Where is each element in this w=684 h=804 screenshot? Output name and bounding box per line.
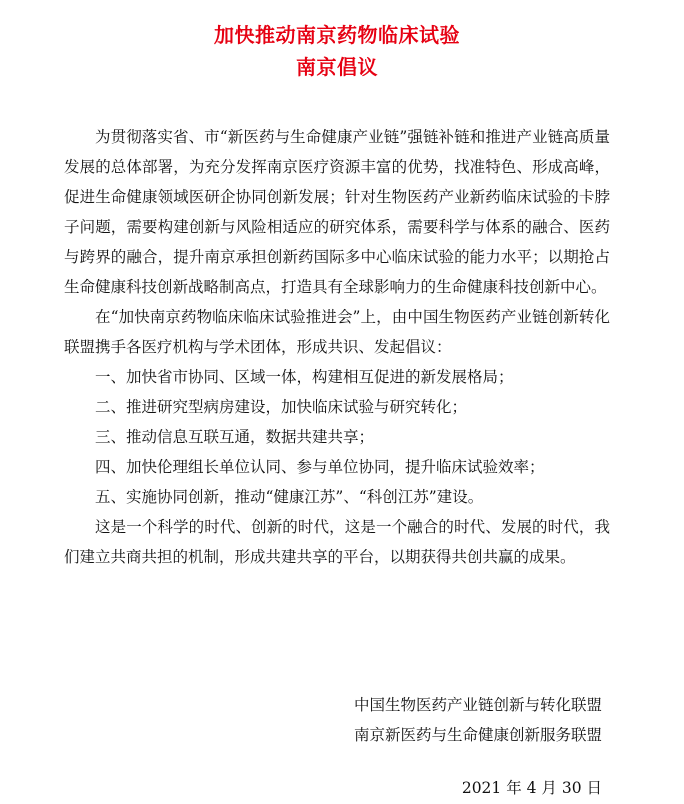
document-title: 加快推动南京药物临床试验 [214,23,460,47]
signatory: 南京新医药与生命健康创新服务联盟 [353,726,602,744]
list-item: 三、推动信息互联互通，数据共建共享； [95,428,375,446]
document-subtitle: 南京倡议 [296,55,378,79]
document-date: 2021 年 4 月 30 日 [461,779,602,797]
paragraph-intro: 为贯彻落实省、市“新医药与生命健康产业链”强链补链和推进产业链高质量发展的总体部署，为充分发挥南京医疗资源丰富的优势，找准特色、形成高峰，促进生命健康领域医研企协同创新发展；针对生物医药产业新药临床试验的卡脖子问题，需要构建创新与风险相适应的研究体系，需要科学与体系的融合、医药与跨界的融合，提升南京承担创新药国际多中心临床试验的能力水平；以期抢占生命健康科技创新战略制高点，打造具有全球影响力的生命健康科技创新中心。 [64,128,610,296]
list-item: 一、加快省市协同、区域一体，构建相互促进的新发展格局； [95,368,514,386]
document-body [64,122,610,572]
list-item: 四、加快伦理组长单位认同、参与单位协同，提升临床试验效率； [95,458,545,476]
paragraph-initiative: 在“加快南京药物临床临床试验推进会”上，由中国生物医药产业链创新转化联盟携手各医疗机构与学术团体，形成共识、发起倡议： [64,308,610,356]
list-item: 五、实施协同创新，推动“健康江苏”、“科创江苏”建设。 [95,488,484,506]
signatories [354,690,602,750]
list-item: 二、推进研究型病房建设，加快临床试验与研究转化； [95,398,468,416]
paragraph-closing: 这是一个科学的时代、创新的时代，这是一个融合的时代、发展的时代，我们建立共商共担的机制，形成共建共享的平台，以期获得共创共赢的成果。 [64,518,610,566]
signatory: 中国生物医药产业链创新与转化联盟 [353,696,602,714]
